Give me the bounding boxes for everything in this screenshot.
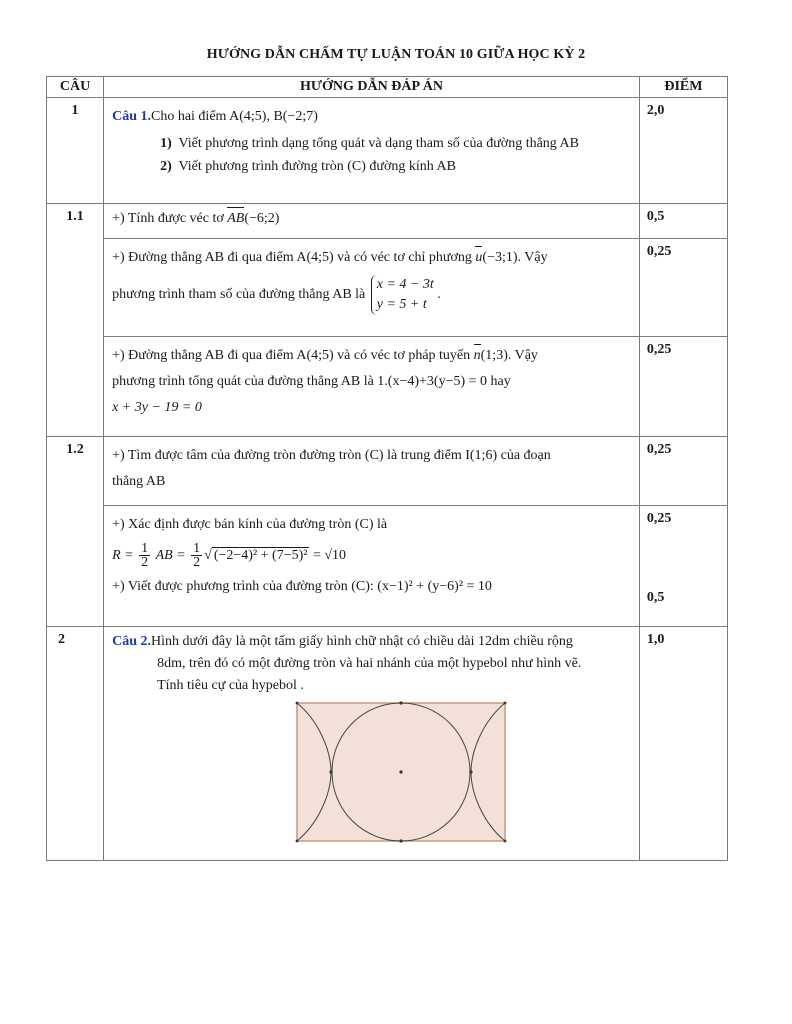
corner-point <box>504 702 507 705</box>
table-row <box>47 627 728 861</box>
vertex-point <box>469 770 472 773</box>
answer-text: +) Tính được véc tơ <box>112 211 224 226</box>
score-cell <box>639 506 727 627</box>
score-cell: 2,0 <box>639 98 727 204</box>
table-row <box>47 204 728 239</box>
question-text: 8dm, trên đó có một đường tròn và hai nhánh của một hypebol như hình vẽ. <box>157 656 582 671</box>
answer-text: +) Xác định được bán kính của đường tròn (C) là <box>112 517 388 532</box>
question-number: 1.1 <box>47 204 104 437</box>
answer-step <box>104 204 640 239</box>
answer-step <box>104 506 640 627</box>
vector-components: (−6;2) <box>244 211 280 226</box>
corner-point <box>296 840 299 843</box>
answer-text: +) Đường thẳng AB đi qua điểm A(4;5) và có véc tơ pháp tuyến <box>112 348 471 363</box>
question-text: Tính tiêu cự của hypebol . <box>157 678 304 693</box>
score-value: 0,25 <box>646 511 672 526</box>
denominator: 2 <box>141 555 149 571</box>
header-question: CÂU <box>47 77 104 98</box>
radius-formula: R = $\frac{1}{2}$ AB = $\frac{1}{2}$ √ (−2−4)² + (7−5)² = √10 <box>112 541 347 571</box>
sub-text: Viết phương trình đường tròn (C) đường kính AB <box>178 159 456 174</box>
tangent-point <box>399 839 402 842</box>
table-row <box>47 437 728 506</box>
question-text: Cho hai điểm A(4;5), B(−2;7) <box>150 109 318 124</box>
header-row <box>47 77 728 98</box>
equation-line: x + 3y − 19 = 0 <box>112 400 202 415</box>
answer-text: (−3;1). Vậy <box>482 250 548 265</box>
question-label: Câu 2. <box>112 634 151 649</box>
numerator: 1 <box>193 541 201 557</box>
formula-part: R = <box>112 548 134 563</box>
header-score: ĐIỂM <box>639 77 727 98</box>
tangent-point <box>399 701 402 704</box>
header-guide: HƯỚNG DẪN ĐÁP ÁN <box>104 77 640 98</box>
answer-text: +) Tìm được tâm của đường tròn đường tròn (C) là trung điểm I(1;6) của đoạn <box>112 448 551 463</box>
question-1-statement <box>104 98 640 204</box>
equation-line: y = 5 + t <box>376 297 427 312</box>
radicand: (−2−4)² + (7−5)² <box>213 548 308 563</box>
table-row <box>47 239 728 337</box>
answer-step <box>104 337 640 437</box>
question-number: 1 <box>47 98 104 204</box>
answer-step <box>104 437 640 506</box>
corner-point <box>504 840 507 843</box>
page-title: HƯỚNG DẪN CHẤM TỰ LUẬN TOÁN 10 GIỮA HỌC KỲ 2 <box>206 47 586 62</box>
question-2-statement <box>104 627 640 861</box>
answer-text: +) Viết được phương trình của đường tròn (C): (x−1)² + (y−6)² = 10 <box>112 579 492 594</box>
answer-text: phương trình tổng quát của đường thẳng AB là 1.(x−4)+3(y−5) = 0 hay <box>112 374 511 389</box>
sub-number: 1) <box>160 136 172 151</box>
corner-point <box>296 702 299 705</box>
score-cell: 0,5 <box>639 204 727 239</box>
denominator: 2 <box>193 555 201 571</box>
table-row <box>47 98 728 204</box>
answer-text: (1;3). Vậy <box>480 348 538 363</box>
center-point <box>399 770 402 773</box>
vector-n: n <box>474 343 481 369</box>
answer-text: phương trình tham số của đường thẳng AB là <box>112 287 366 303</box>
score-cell: 1,0 <box>639 627 727 861</box>
numerator: 1 <box>141 541 149 557</box>
sub-text: Viết phương trình dạng tổng quát và dạng tham số của đường thẳng AB <box>178 136 579 151</box>
question-text: Hình dưới đây là một tấm giấy hình chữ nhật có chiều dài 12dm chiều rộng <box>150 634 573 649</box>
vector-u: u <box>475 245 482 271</box>
score-cell: 0,25 <box>639 337 727 437</box>
hyperbola-figure <box>295 701 507 843</box>
equation-line: x = 4 − 3t <box>376 277 434 292</box>
table-row <box>47 506 728 627</box>
question-number: 2 <box>47 627 104 861</box>
score-cell: 0,25 <box>639 437 727 506</box>
answer-text: thẳng AB <box>112 474 166 489</box>
vertex-point <box>329 770 332 773</box>
table-row <box>47 337 728 437</box>
fraction <box>191 542 202 569</box>
answer-table <box>46 76 728 861</box>
question-label: Câu 1. <box>112 109 151 124</box>
sub-number: 2) <box>160 159 172 174</box>
score-cell: 0,25 <box>639 239 727 337</box>
formula-result: = √10 <box>312 548 347 563</box>
equation-system <box>371 275 434 315</box>
score-value: 0,5 <box>646 590 665 605</box>
formula-part: AB = <box>155 548 186 563</box>
fraction <box>139 542 150 569</box>
question-number: 1.2 <box>47 437 104 627</box>
answer-step: +) Đường thẳng AB đi qua điểm A(4;5) và có véc tơ chỉ phương u(−3;1). Vậy phương trình tham số của đường thẳng AB là x = 4 − 3t y = 5 + t . <box>104 239 640 337</box>
answer-text: +) Đường thẳng AB đi qua điểm A(4;5) và có véc tơ chỉ phương <box>112 250 472 265</box>
vector-ab: AB <box>227 206 244 232</box>
